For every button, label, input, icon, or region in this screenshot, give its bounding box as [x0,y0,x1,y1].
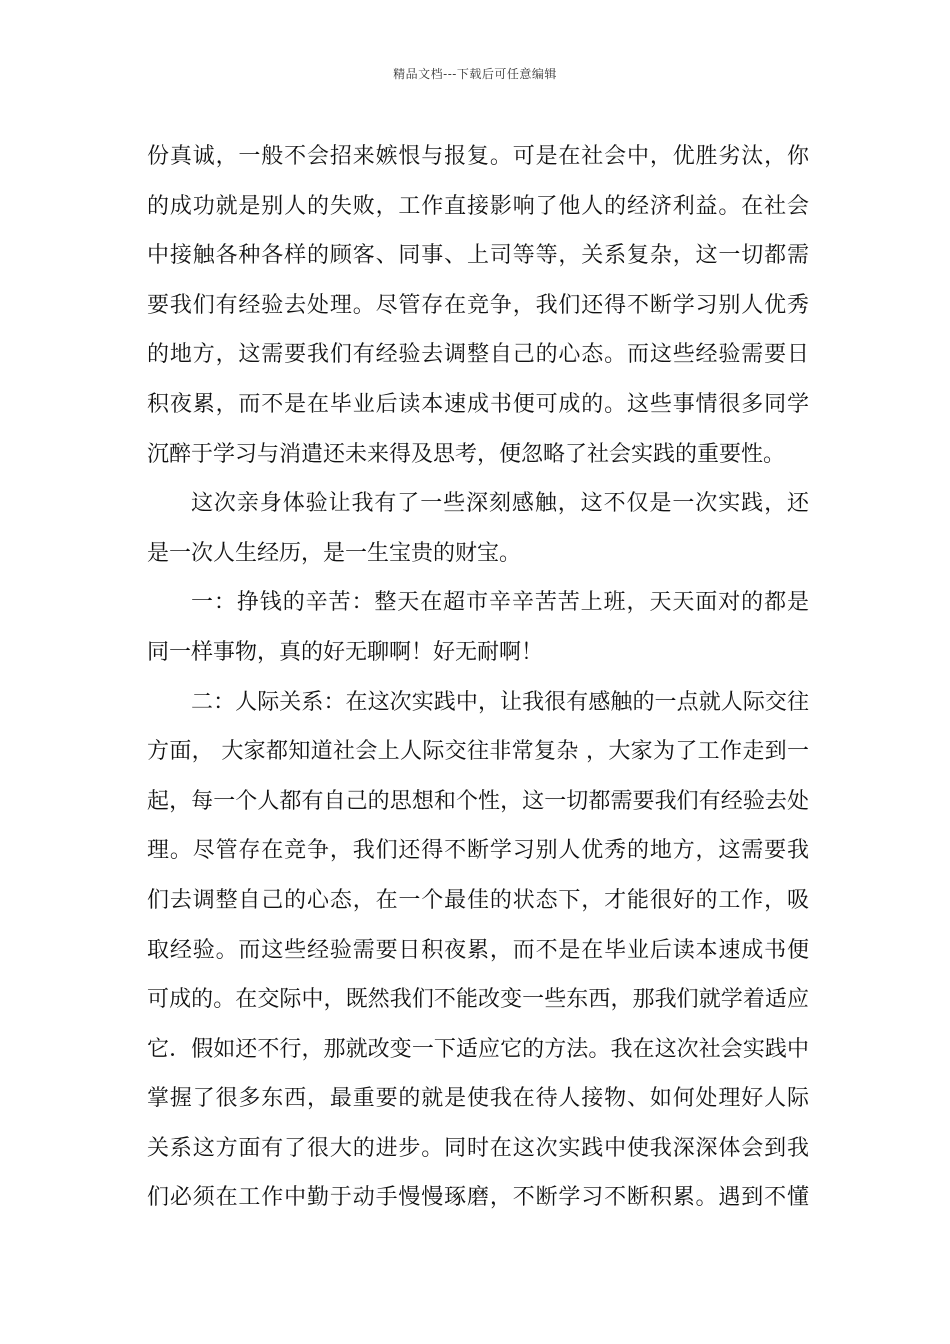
text-line: 可成的。在交际中，既然我们不能改变一些东西，那我们就学着适应 [147,987,809,1013]
text-line: 们必须在工作中勤于动手慢慢琢磨，不断学习不断积累。遇到不懂 [147,1185,809,1211]
page-header: 精品文档---下载后可任意编辑 [393,67,557,81]
document-body [147,132,809,1223]
text-line: 是一次人生经历，是一生宝贵的财宝。 [147,540,522,566]
text-line: 关系这方面有了很大的进步。同时在这次实践中使我深深体会到我 [147,1135,809,1161]
text-line: 沉醉于学习与消遣还未来得及思考，便忽略了社会实践的重要性。 [147,441,786,467]
text-line: 它．假如还不行，那就改变一下适应它的方法。我在这次社会实践中 [147,1036,809,1062]
text-line: 的成功就是别人的失败，工作直接影响了他人的经济利益。在社会 [147,193,809,219]
text-line: 起，每一个人都有自己的思想和个性，这一切都需要我们有经验去处 [147,788,809,814]
text-line: 们去调整自己的心态，在一个最佳的状态下，才能很好的工作，吸 [147,887,809,913]
paragraph-first-line: 一：挣钱的辛苦：整天在超市辛辛苦苦上班，天天面对的都是 [191,590,809,616]
text-line: 理。尽管存在竞争，我们还得不断学习别人优秀的地方，这需要我 [147,838,809,864]
text-line: 同一样事物，真的好无聊啊！好无耐啊！ [147,639,544,665]
text-line: 中接触各种各样的顾客、同事、上司等等，关系复杂，这一切都需 [147,243,809,269]
text-line: 要我们有经验去处理。尽管存在竞争，我们还得不断学习别人优秀 [147,292,809,318]
paragraph-first-line: 二：人际关系：在这次实践中，让我很有感触的一点就人际交往 [191,689,809,715]
text-line: 方面， 大家都知道社会上人际交往非常复杂 ，大家为了工作走到一 [147,739,809,765]
text-line: 份真诚，一般不会招来嫉恨与报复。可是在社会中，优胜劣汰，你 [147,144,809,169]
paragraph-first-line: 这次亲身体验让我有了一些深刻感触，这不仅是一次实践，还 [191,491,809,517]
text-line: 取经验。而这些经验需要日积夜累，而不是在毕业后读本速成书便 [147,937,809,963]
text-line: 掌握了很多东西，最重要的就是使我在待人接物、如何处理好人际 [147,1086,809,1112]
text-line: 的地方，这需要我们有经验去调整自己的心态。而这些经验需要日 [147,342,809,368]
text-line: 积夜累，而不是在毕业后读本速成书便可成的。这些事情很多同学 [147,391,809,417]
